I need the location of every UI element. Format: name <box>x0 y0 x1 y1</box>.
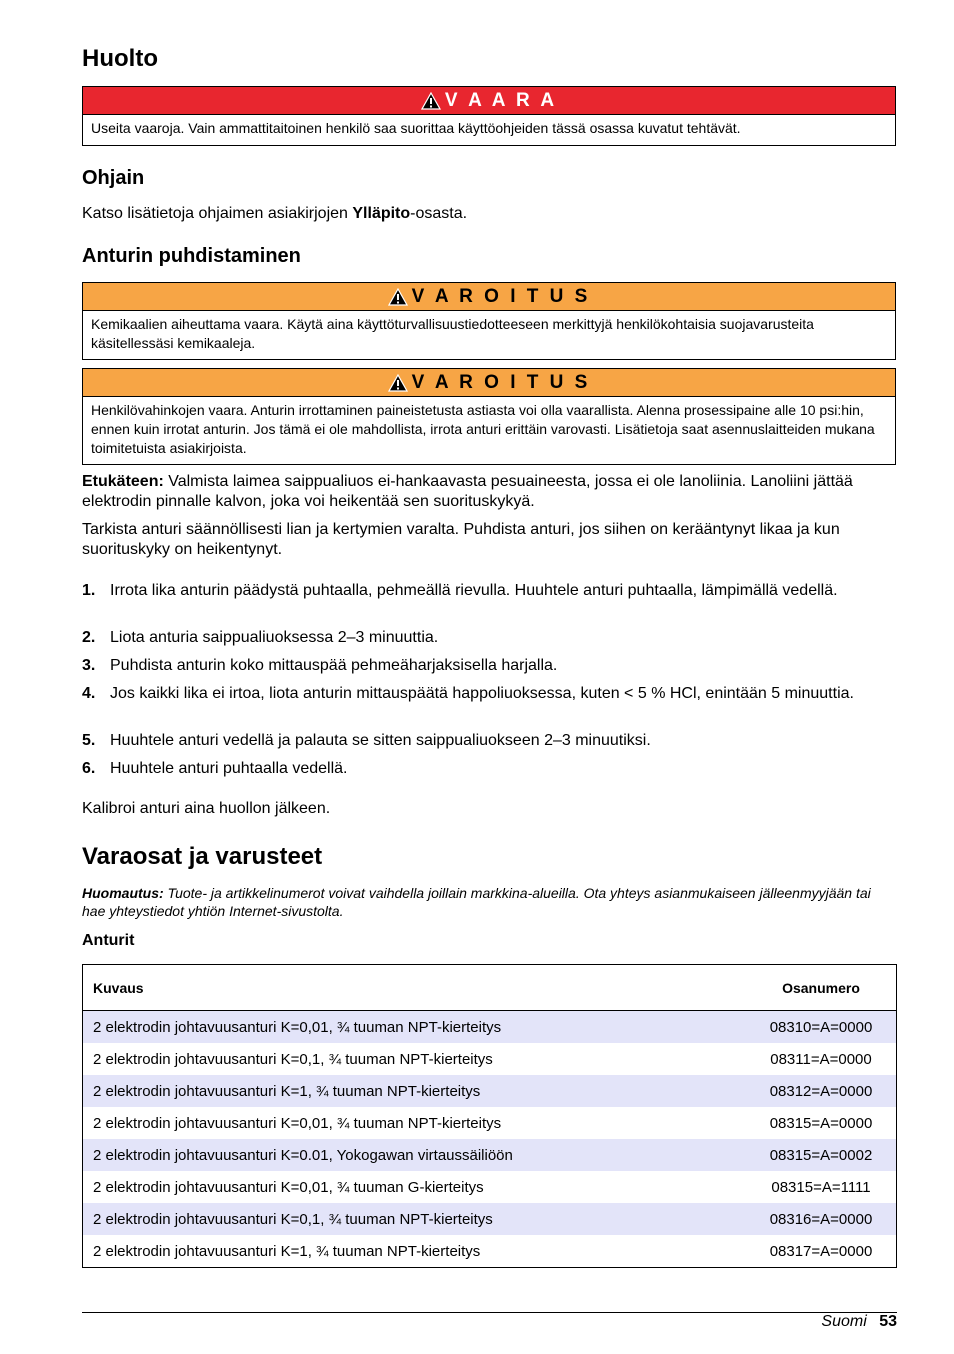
table-cell-description: 2 elektrodin johtavuusanturi K=0,01, ¾ tuuman NPT-kierteitys <box>83 1011 747 1044</box>
warning-box-chemicals <box>82 282 896 360</box>
step-item: 5. Huuhtele anturi vedellä ja palauta se sitten saippualiuokseen 2–3 minuutiksi. <box>82 732 651 749</box>
warning-text: Kemikaalien aiheuttama vaara. Käytä aina käyttöturvallisuustiedotteeseen merkittyjä henkilökohtaisia suojavarusteita käsitellessäsi kemikaaleja. <box>91 316 814 351</box>
footer-language: Suomi <box>821 1313 867 1330</box>
warning-box-pressure <box>82 368 896 465</box>
spare-parts-heading: Varaosat ja varusteet <box>82 843 323 870</box>
controller-text: Katso lisätietoja ohjaimen asiakirjojen Ylläpito-osasta. <box>82 205 468 222</box>
warning-label: V A R O I T U S <box>411 285 591 307</box>
warning-label: V A R O I T U S <box>411 371 591 393</box>
warning-header <box>83 369 895 397</box>
step-item: 3. Puhdista anturin koko mittauspää pehmeäharjaksisella harjalla. <box>82 657 558 674</box>
closing-paragraph: Kalibroi anturi aina huollon jälkeen. <box>82 800 331 817</box>
table-row <box>83 1075 897 1107</box>
table-cell-part-number: 08315=A=0000 <box>769 1114 873 1132</box>
table-cell-description: 2 elektrodin johtavuusanturi K=0,1, ¾ tuuman NPT-kierteitys <box>93 1050 493 1068</box>
table-cell-description: 2 elektrodin johtavuusanturi K=0,01, ¾ tuuman G-kierteitys <box>93 1178 484 1196</box>
table-cell-description: 2 elektrodin johtavuusanturi K=1, ¾ tuuman NPT-kierteitys <box>93 1242 481 1260</box>
table-title: Anturit <box>82 932 135 949</box>
note-label: Huomautus: <box>82 885 164 901</box>
table-row <box>83 1107 897 1139</box>
column-header-description: Kuvaus <box>83 965 747 1011</box>
table-cell-part-number: 08315=A=0002 <box>746 1139 897 1171</box>
table-row <box>83 1235 897 1268</box>
danger-label: V A A R A <box>444 89 558 111</box>
step-item: 4. Jos kaikki lika ei irtoa, liota anturin mittauspäätä happoliuoksessa, kuten < 5 % HCl, enintään 5 minuuttia. <box>82 685 854 702</box>
danger-text: Useita vaaroja. Vain ammattitaitoinen henkilö saa suorittaa käyttöohjeiden tässä osassa kuvatut tehtävät. <box>91 120 741 136</box>
prerequisite-label: Etukäteen: <box>82 473 164 490</box>
controller-bold-term: Ylläpito <box>352 205 411 222</box>
section-title: Huolto <box>82 45 158 72</box>
table-cell-part-number: 08310=A=0000 <box>746 1011 897 1044</box>
table-row <box>83 1139 897 1171</box>
check-paragraph: Tarkista anturi säännöllisesti lian ja kertymien varalta. Puhdista anturi, jos siihen on kerääntynyt likaa ja kun suorituskyky on heikentynyt. <box>82 521 840 558</box>
table-cell-description: 2 elektrodin johtavuusanturi K=0.01, Yokogawan virtaussäiliöön <box>83 1139 747 1171</box>
table-cell-part-number: 08311=A=0000 <box>770 1050 872 1068</box>
step-item: 2. Liota anturia saippualiuoksessa 2–3 minuuttia. <box>82 629 439 646</box>
table-cell-part-number: 08312=A=0000 <box>746 1075 897 1107</box>
prerequisite-paragraph: Etukäteen: Valmista laimea saippualiuos ei-hankaavasta pesuaineesta, jossa ei ole lanoliinia. Lanoliini jättää elektrodin pinnalle kalvon, joka voi heikentää sen suorituskykyä. <box>82 473 853 510</box>
footer-divider <box>82 1312 897 1313</box>
page-footer <box>821 1313 897 1331</box>
warning-triangle-icon <box>388 288 408 306</box>
warning-triangle-icon <box>388 374 408 392</box>
column-header-part-number: Osanumero <box>746 965 897 1011</box>
danger-box <box>82 86 896 146</box>
warning-header <box>83 283 895 311</box>
page-number: 53 <box>879 1313 897 1330</box>
controller-heading: Ohjain <box>82 167 145 189</box>
table-cell-description: 2 elektrodin johtavuusanturi K=0,01, ¾ tuuman NPT-kierteitys <box>93 1114 502 1132</box>
table-row <box>83 1171 897 1203</box>
table-cell-part-number: 08317=A=0000 <box>769 1242 873 1260</box>
warning-triangle-icon <box>421 92 441 110</box>
danger-header <box>83 87 895 115</box>
table-row <box>83 1043 897 1075</box>
table-cell-part-number: 08316=A=0000 <box>746 1203 897 1235</box>
warning-text: Henkilövahinkojen vaara. Anturin irrottaminen paineistetusta astiasta voi olla vaarallista. Alenna prosessipaine alle 10 psi:hin, ennen kuin irrotat anturin. Jos tämä ei ole mahdollista, irrota anturi erittäin varovasti. Lisätietoja saat asennuslaitteiden mukana toimitetuista asiakirjoista. <box>91 402 875 456</box>
sensors-table <box>82 964 897 1268</box>
table-cell-description: 2 elektrodin johtavuusanturi K=0,1, ¾ tuuman NPT-kierteitys <box>83 1203 747 1235</box>
table-header-row <box>83 965 897 1011</box>
table-cell-description: 2 elektrodin johtavuusanturi K=1, ¾ tuuman NPT-kierteitys <box>83 1075 747 1107</box>
note-paragraph: Huomautus: Tuote- ja artikkelinumerot voivat vaihdella joillain markkina-alueilla. Ota yhteys asianmukaiseen jälleenmyyjään tai hae yhteystiedot yhtiön Internet-sivustolta. <box>82 885 871 919</box>
table-row <box>83 1011 897 1044</box>
table-cell-part-number: 08315=A=1111 <box>771 1178 871 1196</box>
table-row <box>83 1203 897 1235</box>
cleaning-heading: Anturin puhdistaminen <box>82 245 301 267</box>
step-item: 6. Huuhtele anturi puhtaalla vedellä. <box>82 760 348 777</box>
step-item: 1. Irrota lika anturin päädystä puhtaalla, pehmeällä rievulla. Huuhtele anturi puhtaalla, lämpimällä vedellä. <box>82 582 838 599</box>
